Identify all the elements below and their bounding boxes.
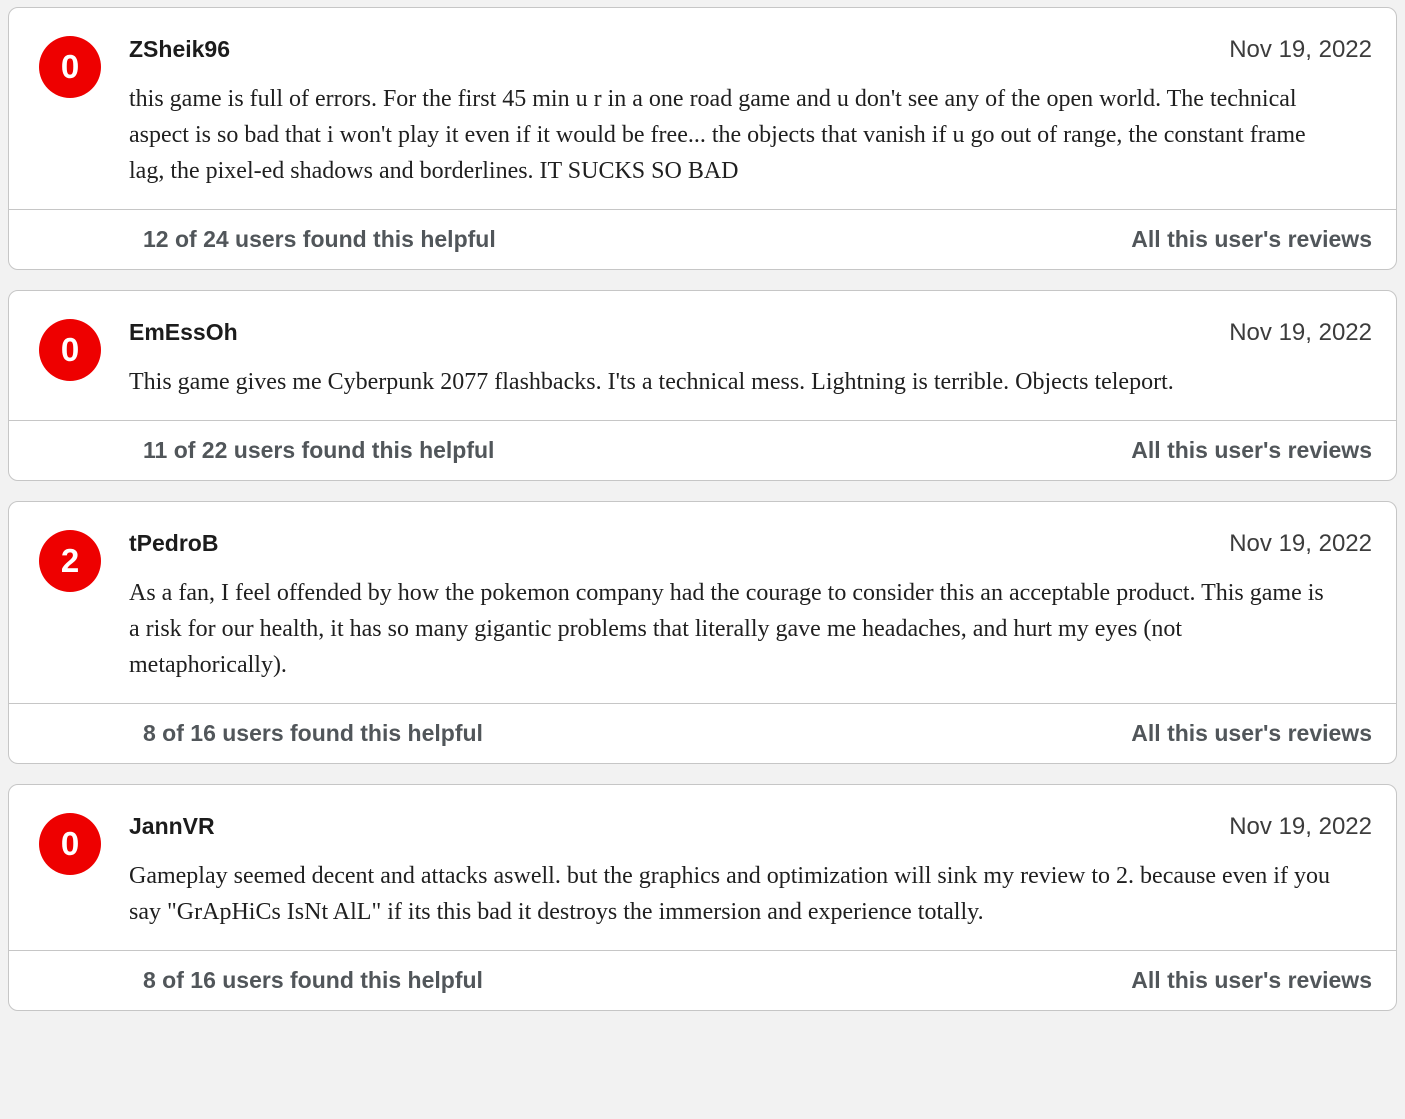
helpful-count-text: 8 of 16 users found this helpful	[143, 967, 483, 993]
review-username-link[interactable]: tPedroB	[129, 530, 219, 556]
review-text: This game gives me Cyberpunk 2077 flashbacks. I'ts a technical mess. Lightning is terrible. Objects teleport.	[129, 369, 1174, 395]
review-main	[129, 528, 1372, 683]
review-username-link[interactable]: JannVR	[129, 813, 215, 839]
score-value: 0	[60, 331, 80, 368]
score-badge	[39, 530, 101, 592]
review-card	[8, 7, 1397, 270]
review-header	[129, 528, 1372, 559]
review-header	[129, 811, 1372, 842]
review-date: Nov 19, 2022	[1229, 813, 1372, 840]
score-badge	[39, 813, 101, 875]
review-text: As a fan, I feel offended by how the pokemon company had the courage to consider this an acceptable product. This game is a risk for our health, it has so many gigantic problems that literally gave me headaches, and hurt my eyes (not metaphorically).	[129, 580, 1324, 678]
review-username-link[interactable]: EmEssOh	[129, 319, 238, 345]
helpful-count-text: 8 of 16 users found this helpful	[143, 720, 483, 746]
review-card	[8, 784, 1397, 1011]
score-badge	[39, 36, 101, 98]
review-date: Nov 19, 2022	[1229, 530, 1372, 557]
all-user-reviews-link[interactable]: All this user's reviews	[1131, 967, 1372, 993]
helpful-count-text: 12 of 24 users found this helpful	[143, 226, 496, 252]
review-username-link[interactable]: ZSheik96	[129, 36, 230, 62]
review-body-section	[9, 291, 1396, 420]
review-date: Nov 19, 2022	[1229, 319, 1372, 346]
review-footer	[9, 420, 1396, 480]
review-main	[129, 317, 1372, 400]
score-badge	[39, 319, 101, 381]
review-body-section	[9, 8, 1396, 209]
all-user-reviews-link[interactable]: All this user's reviews	[1131, 720, 1372, 746]
review-main	[129, 811, 1372, 930]
review-footer	[9, 950, 1396, 1010]
score-value: 0	[60, 825, 80, 862]
review-body-section	[9, 785, 1396, 950]
review-text: Gameplay seemed decent and attacks aswell. but the graphics and optimization will sink my review to 2. because even if you say "GrApHiCs IsNt AlL" if its this bad it destroys the immersion and experience totally.	[129, 863, 1330, 925]
review-card	[8, 290, 1397, 481]
all-user-reviews-link[interactable]: All this user's reviews	[1131, 226, 1372, 252]
review-date: Nov 19, 2022	[1229, 36, 1372, 63]
score-value: 2	[60, 542, 80, 579]
review-header	[129, 34, 1372, 65]
review-body-section	[9, 502, 1396, 703]
review-text: this game is full of errors. For the first 45 min u r in a one road game and u don't see any of the open world. The technical aspect is so bad that i won't play it even if it would be free... the objects that vanish if u go out of range, the constant frame lag, the pixel-ed shadows and borderlines. IT SUCKS SO BAD	[129, 86, 1306, 184]
review-card	[8, 501, 1397, 764]
review-footer	[9, 703, 1396, 763]
helpful-count-text: 11 of 22 users found this helpful	[143, 437, 495, 463]
score-value: 0	[60, 48, 80, 85]
review-main	[129, 34, 1372, 189]
all-user-reviews-link[interactable]: All this user's reviews	[1131, 437, 1372, 463]
review-header	[129, 317, 1372, 348]
review-footer	[9, 209, 1396, 269]
